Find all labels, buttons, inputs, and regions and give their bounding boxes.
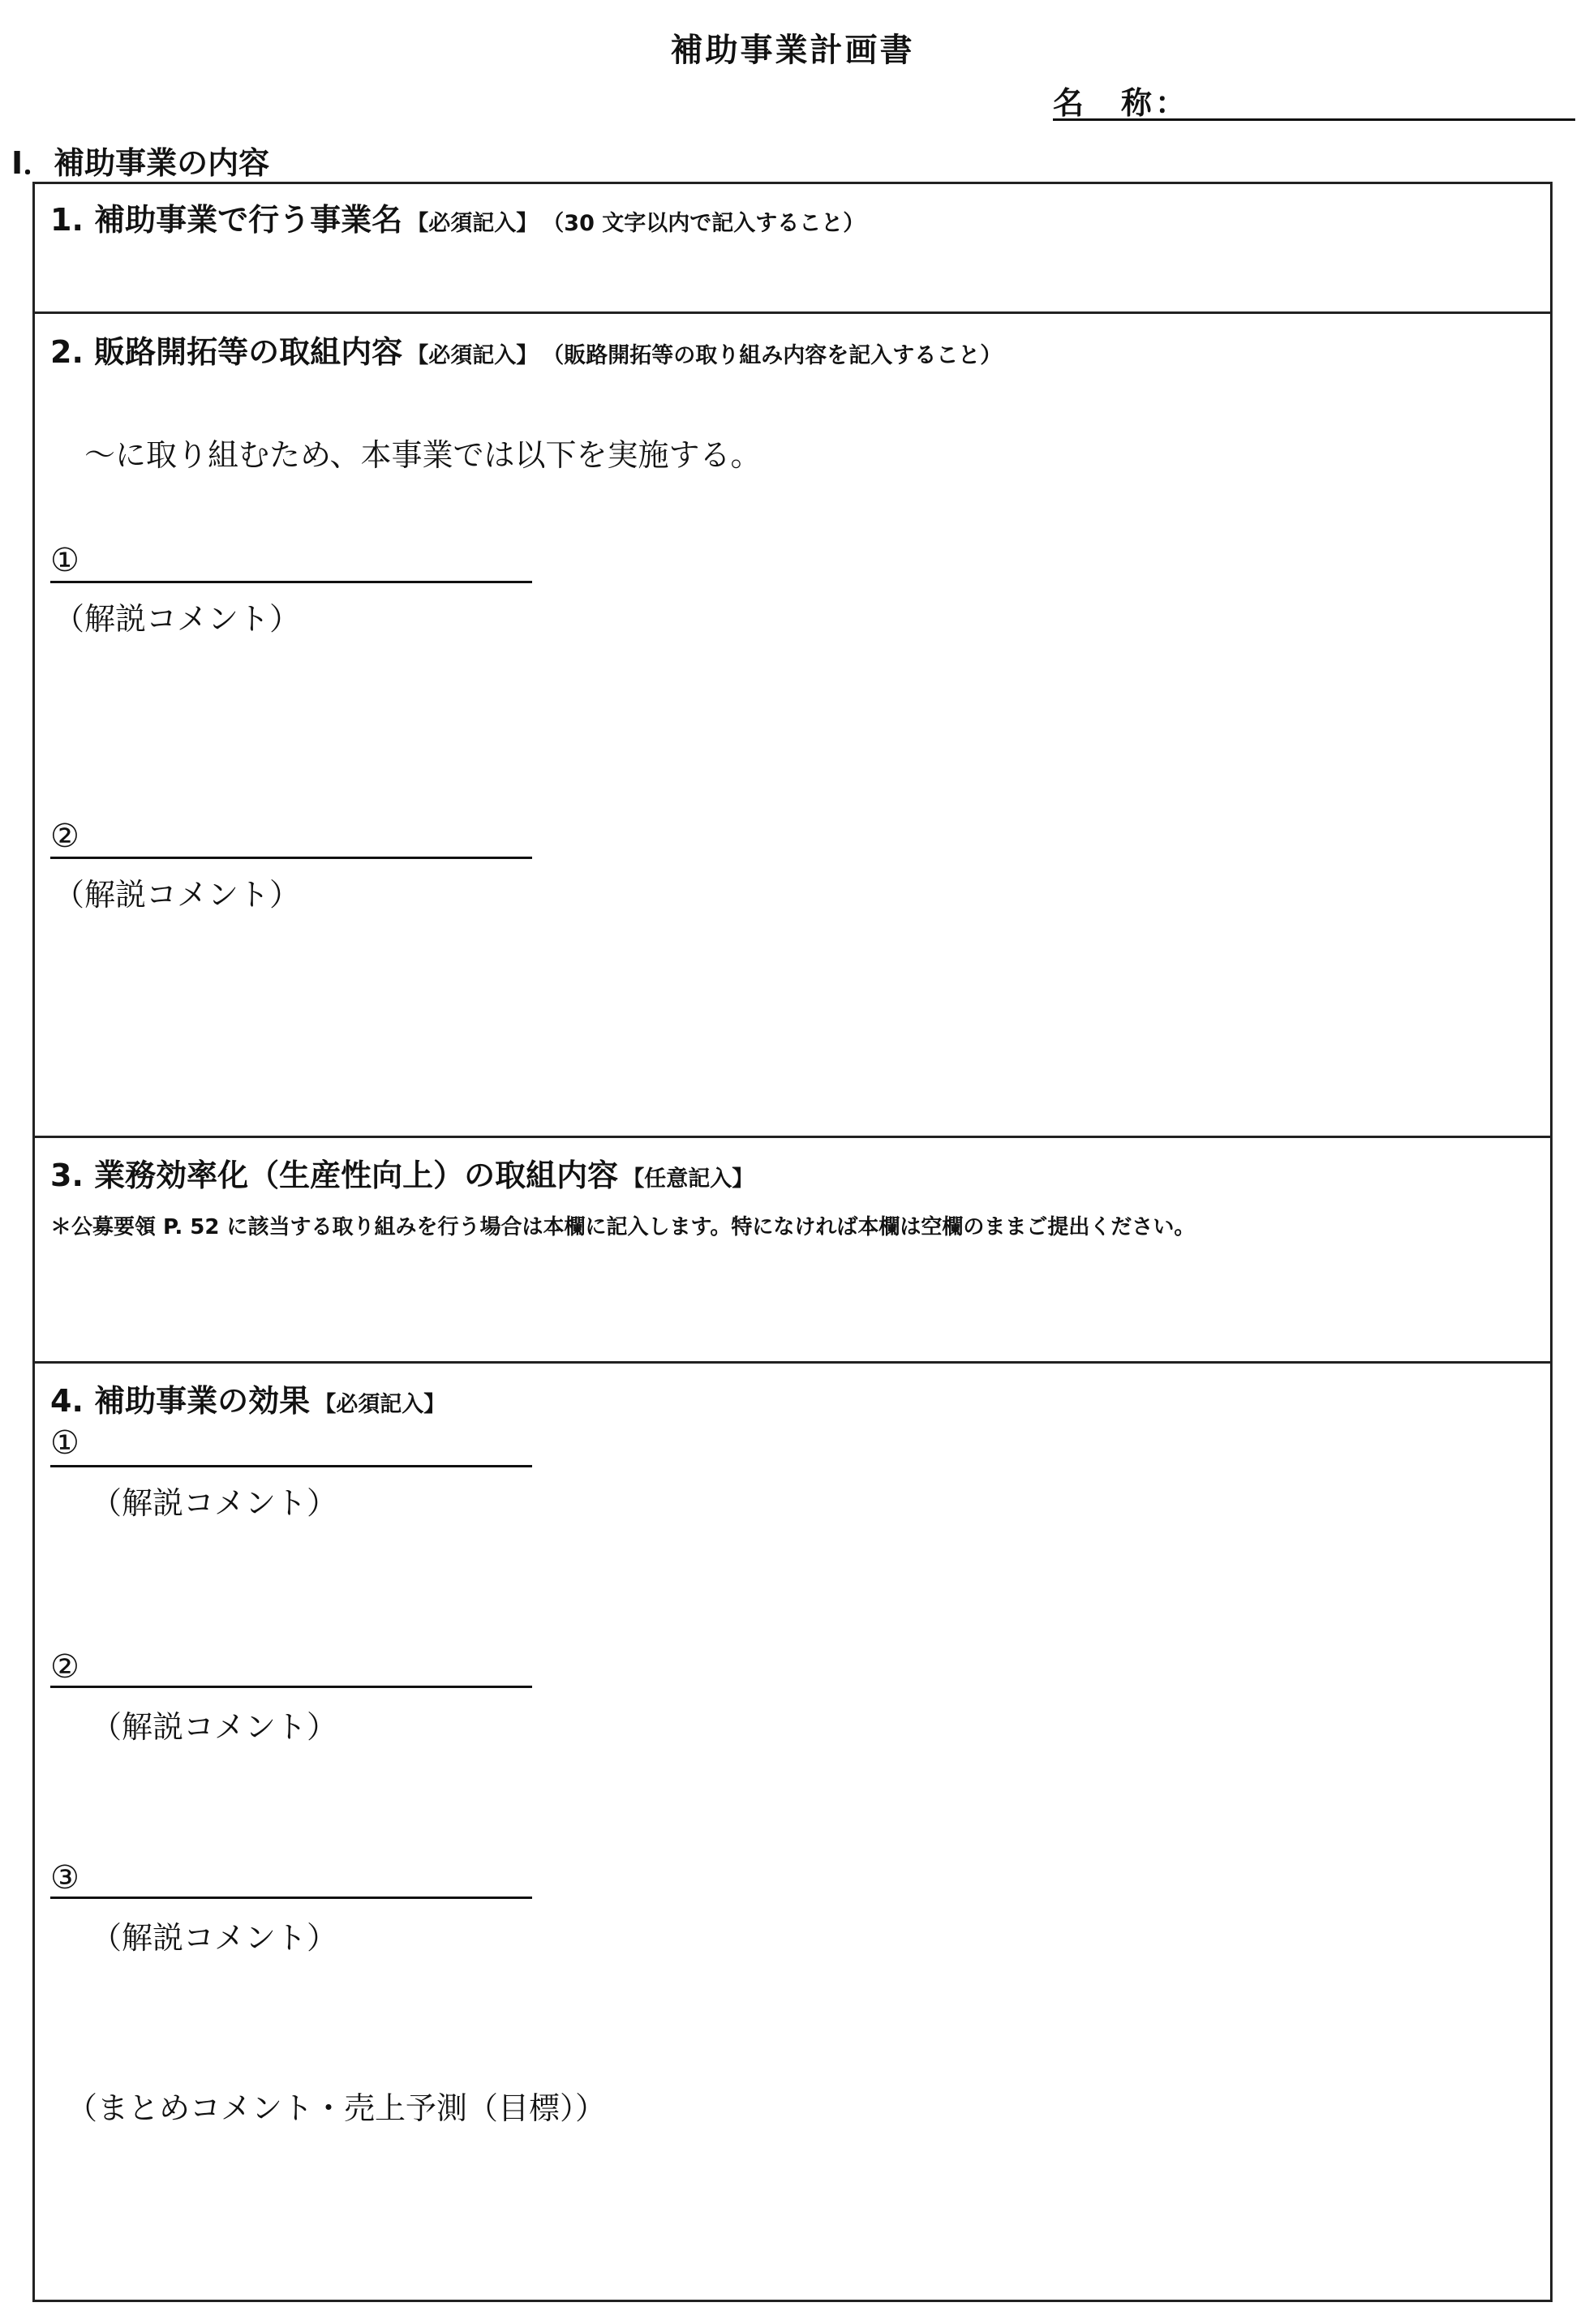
section-1-title: 1. 補助事業で行う事業名 — [50, 202, 403, 238]
section-4-item-3-marker: ③ — [50, 1859, 79, 1897]
section-3-note: ＊公募要領 P. 52 に該当する取り組みを行う場合は本欄に記入します。特になければ本欄は空欄のままご提出ください。 — [50, 1215, 1196, 1239]
section-2-item-2-comment: （解説コメント） — [54, 877, 301, 913]
section-4-header — [50, 1376, 445, 1420]
section-3-header — [50, 1150, 754, 1195]
section-4-item-3-comment: （解説コメント） — [91, 1920, 338, 1956]
section-4-tag: 【必須記入】 — [314, 1392, 446, 1417]
section-4-summary: （まとめコメント・売上予測（目標）） — [67, 2090, 607, 2126]
divider-3 — [32, 1361, 1553, 1364]
section-2-tag: 【必須記入】 — [406, 343, 539, 368]
section-heading: Ⅰ．補助事業の内容 — [11, 145, 270, 181]
section-3-tag: 【任意記入】 — [622, 1166, 754, 1192]
section-1-tag: 【必須記入】 — [406, 211, 539, 236]
section-2-header — [50, 327, 1002, 372]
section-4-item-2-line — [50, 1686, 532, 1688]
section-4-item-1-comment: （解説コメント） — [91, 1485, 338, 1521]
form-frame — [32, 182, 1553, 2302]
section-2-note: （販路開拓等の取り組み内容を記入すること） — [542, 343, 1003, 368]
document-title: 補助事業計画書 — [670, 32, 915, 69]
section-2-intro: ～に取り組むため、本事業では以下を実施する。 — [84, 437, 762, 473]
section-1-header — [50, 195, 865, 239]
divider-1 — [32, 311, 1553, 314]
section-2-item-1-line — [50, 581, 532, 583]
section-4-item-1-marker: ① — [50, 1424, 79, 1462]
section-2-item-2-marker: ② — [50, 818, 79, 855]
section-4-item-1-line — [50, 1465, 532, 1467]
name-underline — [1053, 118, 1575, 121]
section-2-item-2-line — [50, 857, 532, 859]
section-2-item-1-comment: （解説コメント） — [54, 601, 301, 637]
section-3-title: 3. 業務効率化（生産性向上）の取組内容 — [50, 1158, 619, 1193]
section-4-item-2-comment: （解説コメント） — [91, 1709, 338, 1745]
section-2-item-1-marker: ① — [50, 542, 79, 579]
section-4-title: 4. 補助事業の効果 — [50, 1383, 311, 1419]
section-4-item-3-line — [50, 1897, 532, 1899]
section-1-note: （30 文字以内で記入すること） — [542, 211, 866, 236]
section-4-item-2-marker: ② — [50, 1648, 79, 1686]
divider-2 — [32, 1136, 1553, 1138]
name-label: 名 称： — [1053, 85, 1190, 121]
section-2-title: 2. 販路開拓等の取組内容 — [50, 334, 403, 370]
